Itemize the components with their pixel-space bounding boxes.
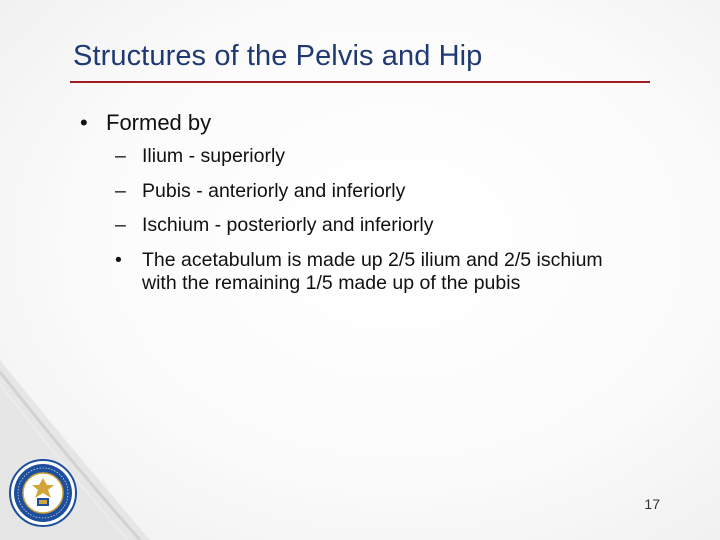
sub-bullet-marker: – xyxy=(115,145,126,167)
sub-bullet-marker: – xyxy=(115,179,126,202)
sub-bullet-acetabulum xyxy=(115,249,675,296)
sub-bullet-marker: – xyxy=(115,214,126,236)
sub-bullet-text: Pubis - anteriorly and inferiorly xyxy=(142,179,406,202)
sub-bullet-ischium xyxy=(115,214,675,238)
bullet-list xyxy=(80,108,680,294)
bullet-marker: • xyxy=(80,110,88,135)
slide-title: Structures of the Pelvis and Hip xyxy=(73,40,483,72)
circular-seal-logo-icon xyxy=(8,458,78,528)
sub-bullet-text: The acetabulum is made up 2/5 ilium and 2/5 ischium with the remaining 1/5 made up of the pubis xyxy=(142,248,603,294)
sub-bullet-ilium xyxy=(115,145,675,169)
sub-bullet-marker: • xyxy=(115,248,122,271)
sub-bullet-text: Ilium - superiorly xyxy=(142,145,286,167)
page-number: 17 xyxy=(644,496,660,512)
bullet-text: Formed by xyxy=(106,110,212,135)
sub-bullet-list xyxy=(115,145,675,307)
sub-bullet-pubis xyxy=(115,180,675,204)
title-underline xyxy=(70,81,650,83)
bullet-formed-by xyxy=(80,108,680,138)
sub-bullet-text: Ischium - posteriorly and inferiorly xyxy=(142,214,434,236)
